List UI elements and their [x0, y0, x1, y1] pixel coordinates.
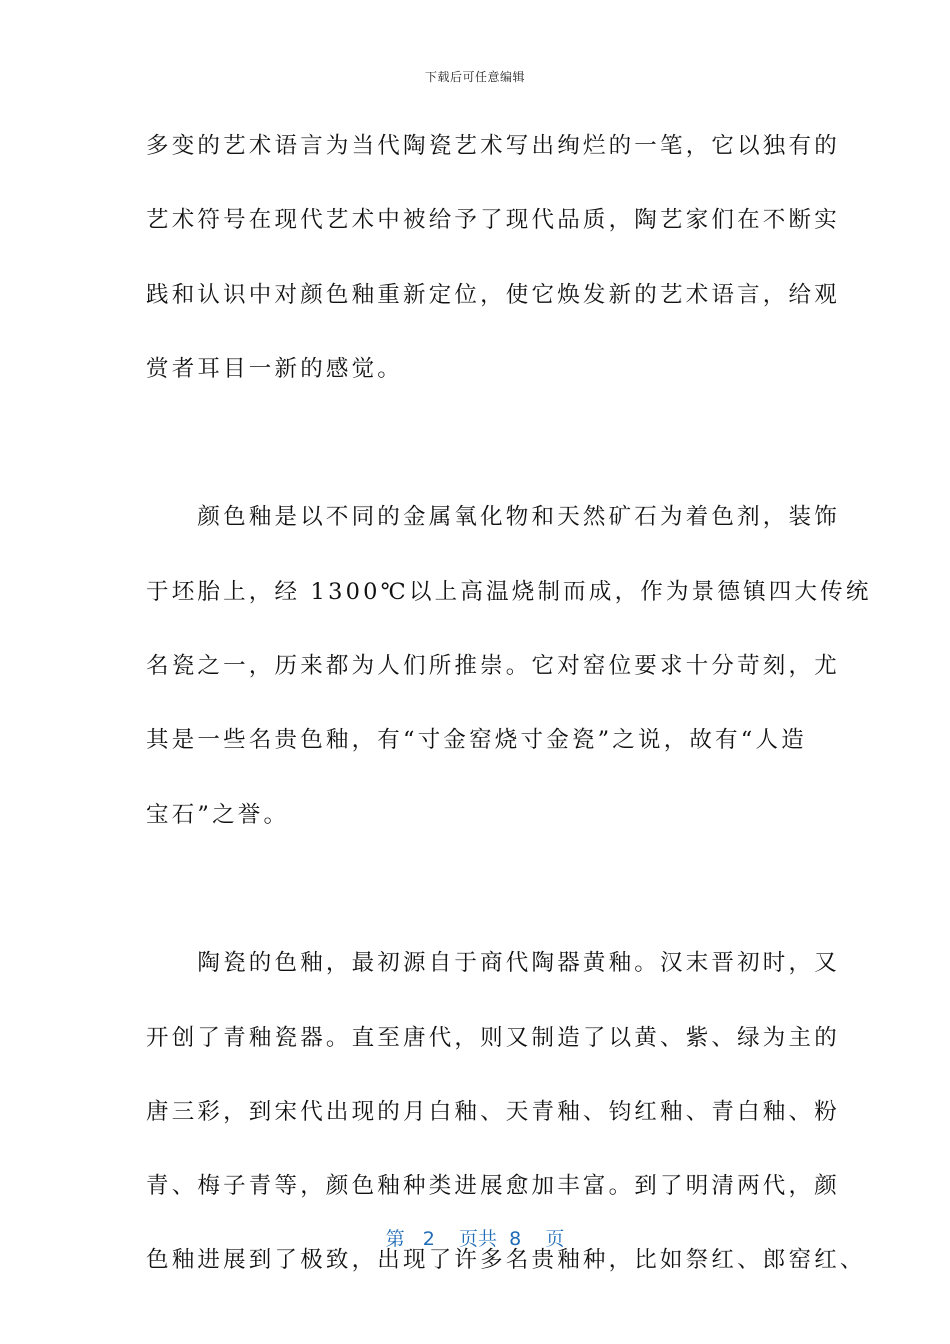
- text-line: 名瓷之一，历来都为人们所推崇。它对窑位要求十分苛刻，尤: [146, 653, 840, 680]
- text-line: 赏者耳目一新的感觉。: [146, 355, 404, 382]
- text-line: 唐三彩，到宋代出现的月白釉、天青釉、钧红釉、青白釉、粉: [146, 1098, 840, 1125]
- total-pages-number: 8: [509, 1228, 522, 1250]
- text-line: 其是一些名贵色釉，有“寸金窑烧寸金瓷”之说，故有“人造: [146, 727, 807, 754]
- text-line: 陶瓷的色釉，最初源自于商代陶器黄釉。汉末晋初时，又: [146, 950, 840, 977]
- document-body: [146, 118, 872, 1307]
- footer-prefix: 第: [385, 1228, 405, 1250]
- text-line: 颜色釉是以不同的金属氧化物和天然矿石为着色剂，装饰: [146, 504, 840, 531]
- text-line: 多变的艺术语言为当代陶瓷艺术写出绚烂的一笔，它以独有的: [146, 133, 840, 159]
- text-line: 青、梅子青等，颜色釉种类进展愈加丰富。到了明清两代，颜: [146, 1173, 840, 1200]
- footer-middle: 页共: [459, 1228, 498, 1250]
- blank-line: [146, 861, 806, 935]
- blank-line: [146, 415, 806, 489]
- text-line: 色釉进展到了极致，出现了许多名贵釉种，比如祭红、郎窑红、: [146, 1247, 866, 1274]
- footer-suffix: 页: [545, 1228, 565, 1250]
- page-header: 下载后可任意编辑: [424, 70, 525, 84]
- text-line: 艺术符号在现代艺术中被给予了现代品质，陶艺家们在不断实: [146, 207, 840, 234]
- text-line: 于坯胎上，经 1300℃以上高温烧制而成，作为景德镇四大传统: [146, 578, 872, 605]
- page-footer: [0, 1224, 950, 1251]
- text-line: 开创了青釉瓷器。直至唐代，则又制造了以黄、紫、绿为主的: [146, 1024, 840, 1051]
- text-line: 践和认识中对颜色釉重新定位，使它焕发新的艺术语言，给观: [146, 281, 840, 308]
- current-page-number: 2: [422, 1228, 435, 1250]
- text-line: 宝石”之誉。: [146, 801, 290, 828]
